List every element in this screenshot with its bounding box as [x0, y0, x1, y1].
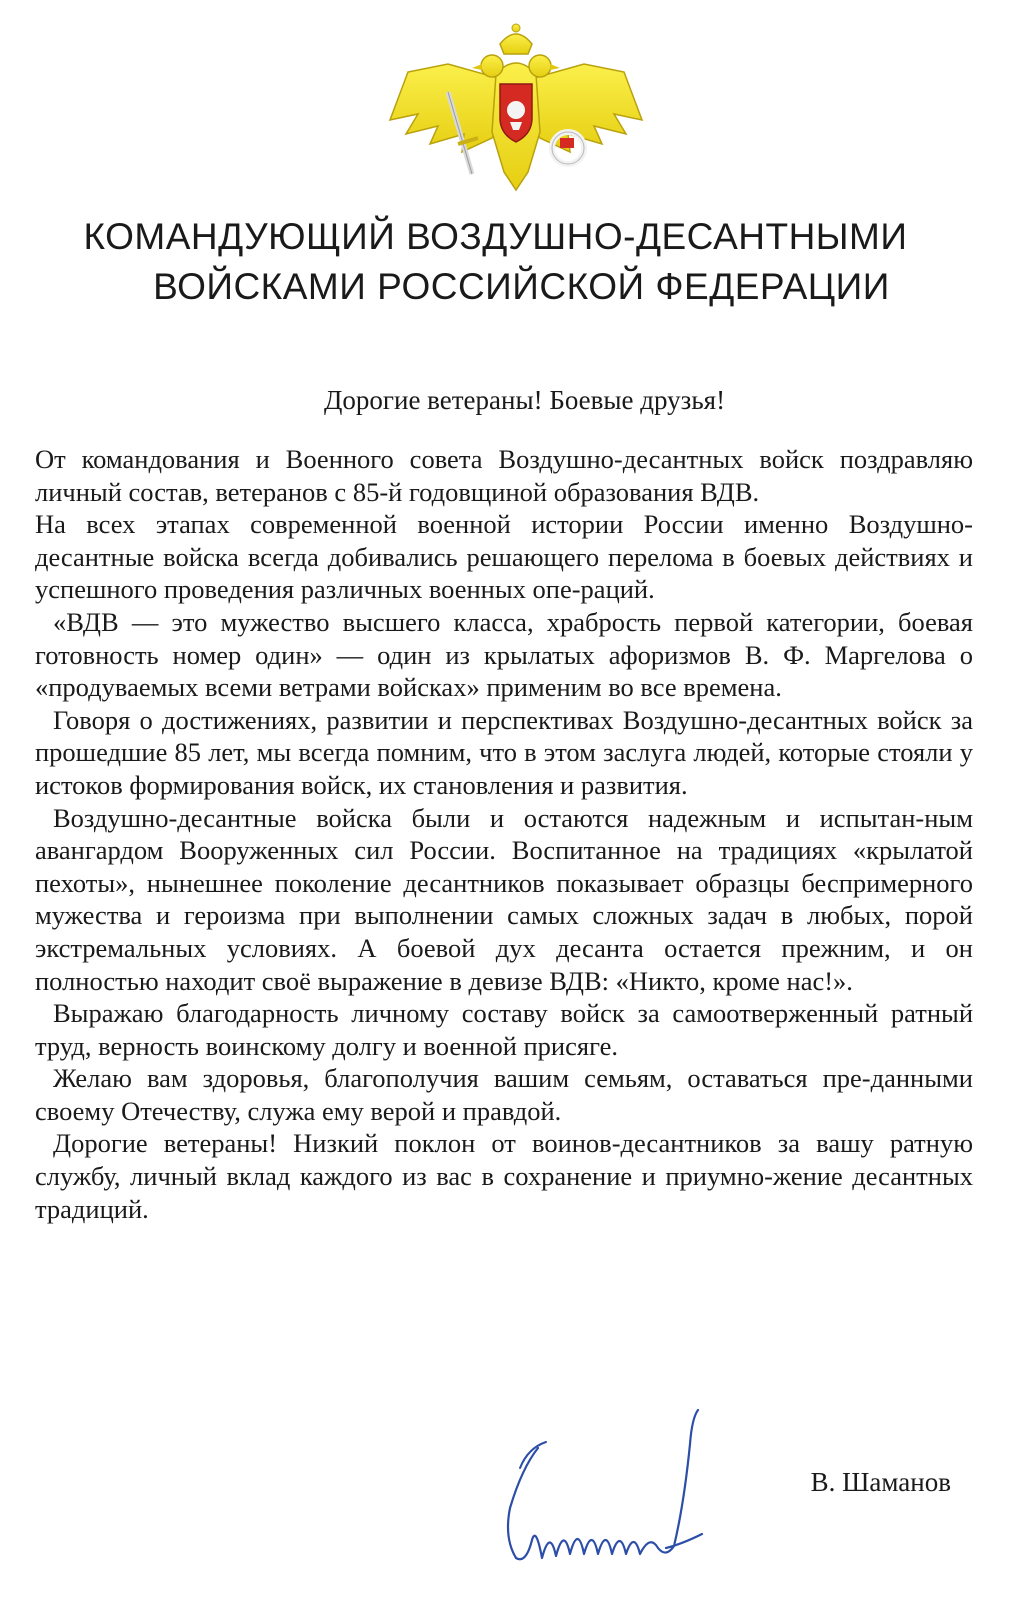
- paragraph-1: От командования и Военного совета Воздушно-десантных войск поздравляю личный состав, ветеранов с 85-й годовщиной образования ВДВ.: [35, 444, 973, 507]
- page-title: [0, 212, 1027, 312]
- airborne-forces-emblem-icon: [388, 22, 644, 192]
- paragraph-8: Дорогие ветераны! Низкий поклон от воинов-десантников за вашу ратную службу, личный вклад каждого из вас в сохранение и приумно-жение десантных традиций.: [35, 1128, 973, 1224]
- handwritten-signature: [498, 1408, 714, 1568]
- paragraph-6: Выражаю благодарность личному составу войск за самоотверженный ратный труд, верность воинскому долгу и военной присяге.: [35, 998, 973, 1061]
- salutation: Дорогие ветераны! Боевые друзья!: [324, 385, 726, 415]
- letter-body: [35, 443, 973, 1225]
- title-line-2: ВОЙСКАМИ РОССИЙСКОЙ ФЕДЕРАЦИИ: [153, 266, 890, 307]
- crown-icon: [500, 34, 532, 54]
- paragraph-3: «ВДВ — это мужество высшего класса, храбрость первой категории, боевая готовность номер один» — один из крылатых афоризмов В. Ф. Маргелова о «продуваемых всеми ветрами войсках» применим во все времена.: [35, 606, 973, 703]
- paragraph-7: Желаю вам здоровья, благополучия вашим семьям, оставаться пре-данными своему Отечеству, служа ему верой и правдой.: [35, 1063, 973, 1126]
- paragraph-4: Говоря о достижениях, развитии и перспективах Воздушно-десантных войск за прошедшие 85 лет, мы всегда помним, что в этом заслуга людей, которые стояли у истоков формирования войск, их становления и развития.: [35, 704, 973, 800]
- signer-name: В. Шаманов: [810, 1467, 951, 1497]
- paragraph-5: Воздушно-десантные войска были и остаются надежным и испытан-ным авангардом Вооруженных сил России. Воспитанное на традициях «крылатой пехоты», нынешнее поколение десантников показывает образцы беспримерного мужества и героизма при выполнении самых сложных задач в любых, порой экстремальных условиях. А боевой дух десанта остается прежним, и он полностью находит своё выражение в девизе ВДВ: «Никто, кроме нас!».: [35, 802, 973, 996]
- title-line-1: КОМАНДУЮЩИЙ ВОЗДУШНО-ДЕСАНТНЫМИ: [83, 216, 908, 257]
- paragraph-2: На всех этапах современной военной истории России именно Воздушно-десантные войска всегда добивались решающего перелома в боевых действиях и успешного проведения различных военных опе-раций.: [35, 509, 973, 605]
